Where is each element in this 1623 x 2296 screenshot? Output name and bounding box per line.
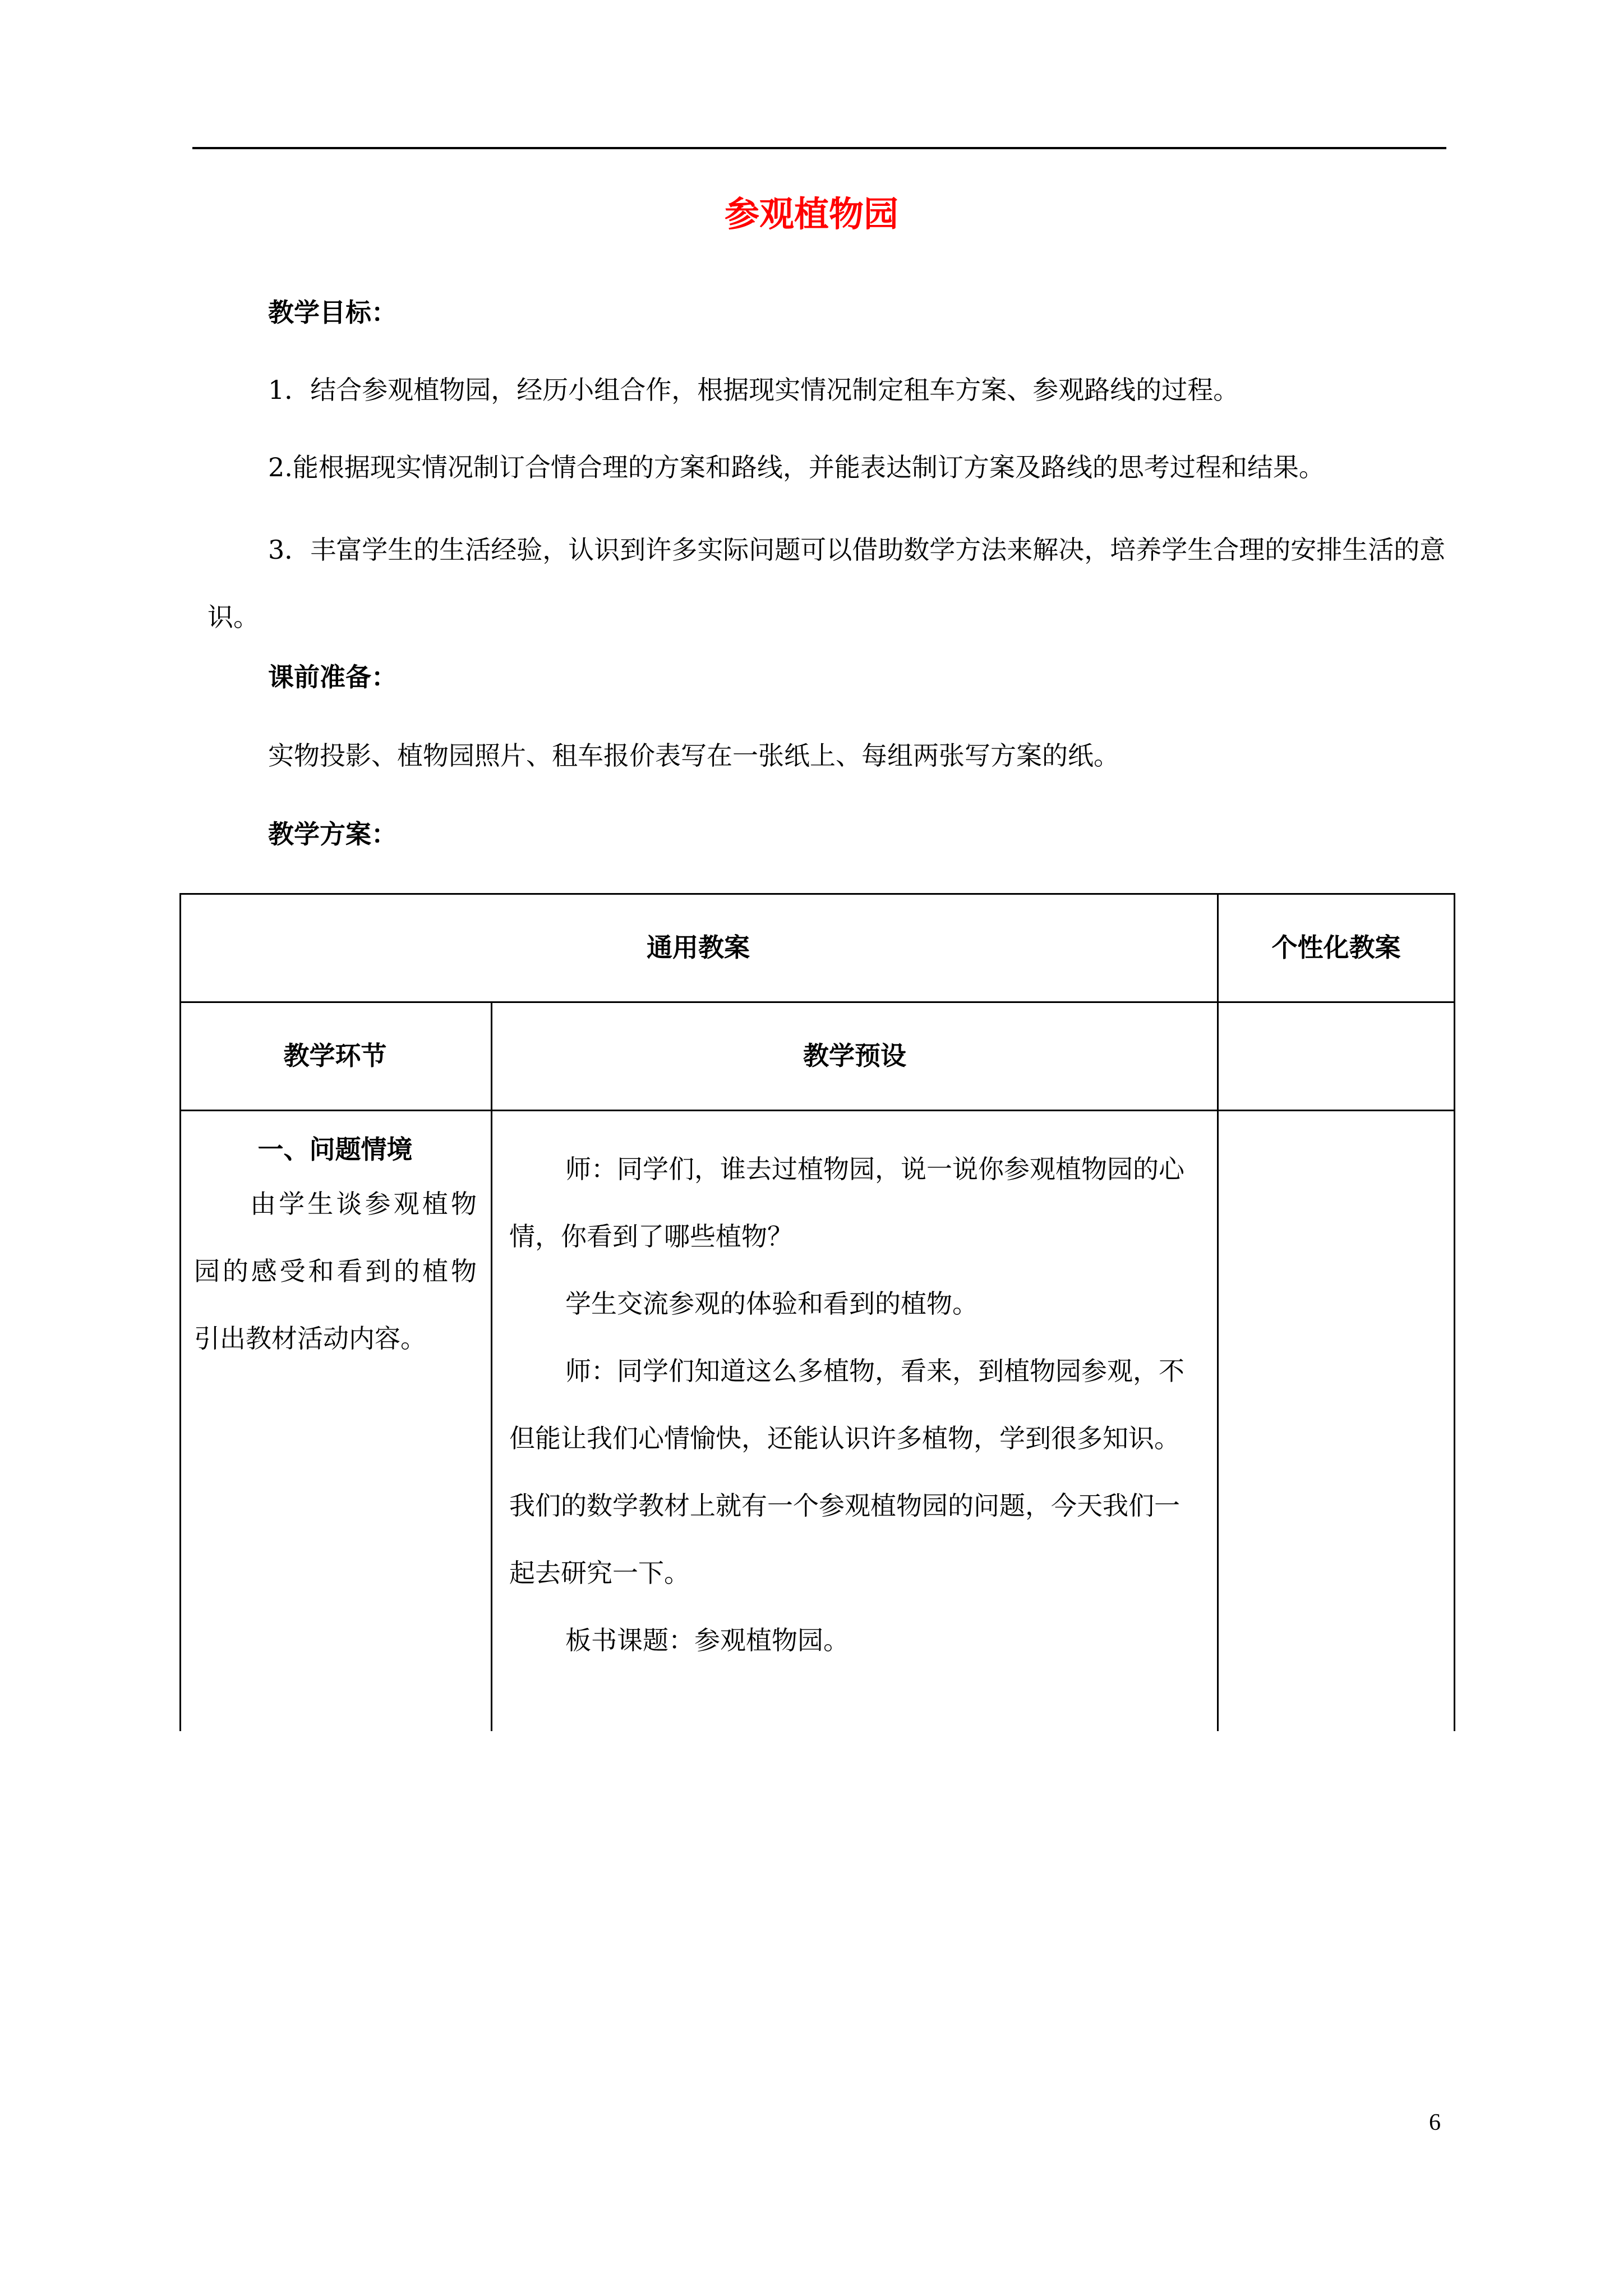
table-border-right — [1454, 893, 1455, 1731]
objectives-heading: 教学目标： — [268, 297, 397, 328]
page-title: 参观植物园 — [724, 194, 898, 234]
table-row-divider — [179, 1110, 1455, 1111]
preparation-text: 实物投影、植物园照片、租车报价表写在一张纸上、每组两张写方案的纸。 — [268, 740, 1119, 771]
stage-description: 由学生谈参观植物园的感受和看到的植物引出教材活动内容。 — [194, 1189, 477, 1354]
header-general-plan-label: 通用教案 — [647, 932, 750, 963]
preset-paragraph: 师：同学们，谁去过植物园，说一说你参观植物园的心情，你看到了哪些植物？ — [509, 1154, 1184, 1251]
lesson-plan-table — [179, 893, 1455, 1731]
objective-3: 3．丰富学生的生活经验，认识到许多实际问题可以借助数学方法来解决，培养学生合理的安排生活的意识。 — [208, 535, 1446, 632]
preset-paragraph: 学生交流参观的体验和看到的植物。 — [565, 1289, 978, 1319]
table-column-divider — [491, 1001, 492, 1731]
column-header-preset-label: 教学预设 — [803, 1041, 906, 1071]
table-column-divider — [1217, 893, 1219, 1731]
column-header-preset — [492, 1003, 1217, 1110]
column-header-stage-label: 教学环节 — [283, 1041, 387, 1071]
page-number: 6 — [1429, 2110, 1441, 2136]
preset-paragraph: 板书课题：参观植物园。 — [565, 1625, 849, 1655]
header-rule — [192, 147, 1446, 149]
header-personal-plan — [1219, 893, 1454, 1003]
header-personal-plan-label: 个性化教案 — [1271, 932, 1401, 963]
objective-1: 1．结合参观植物园，经历小组合作，根据现实情况制定租车方案、参观路线的过程。 — [268, 375, 1239, 405]
preparation-heading: 课前准备： — [268, 662, 397, 692]
objective-2: 2.能根据现实情况制订合情合理的方案和路线，并能表达制订方案及路线的思考过程和结果。 — [268, 452, 1325, 482]
stage-title: 一、问题情境 — [257, 1134, 413, 1165]
preset-paragraph: 师：同学们知道这么多植物，看来，到植物园参观，不但能让我们心情愉快，还能认识许多植物，学到很多知识。我们的数学教材上就有一个参观植物园的问题，今天我们一起去研究一下。 — [509, 1356, 1184, 1588]
header-general-plan — [179, 893, 1217, 1003]
column-header-stage — [179, 1003, 491, 1110]
plan-heading: 教学方案： — [268, 819, 397, 849]
